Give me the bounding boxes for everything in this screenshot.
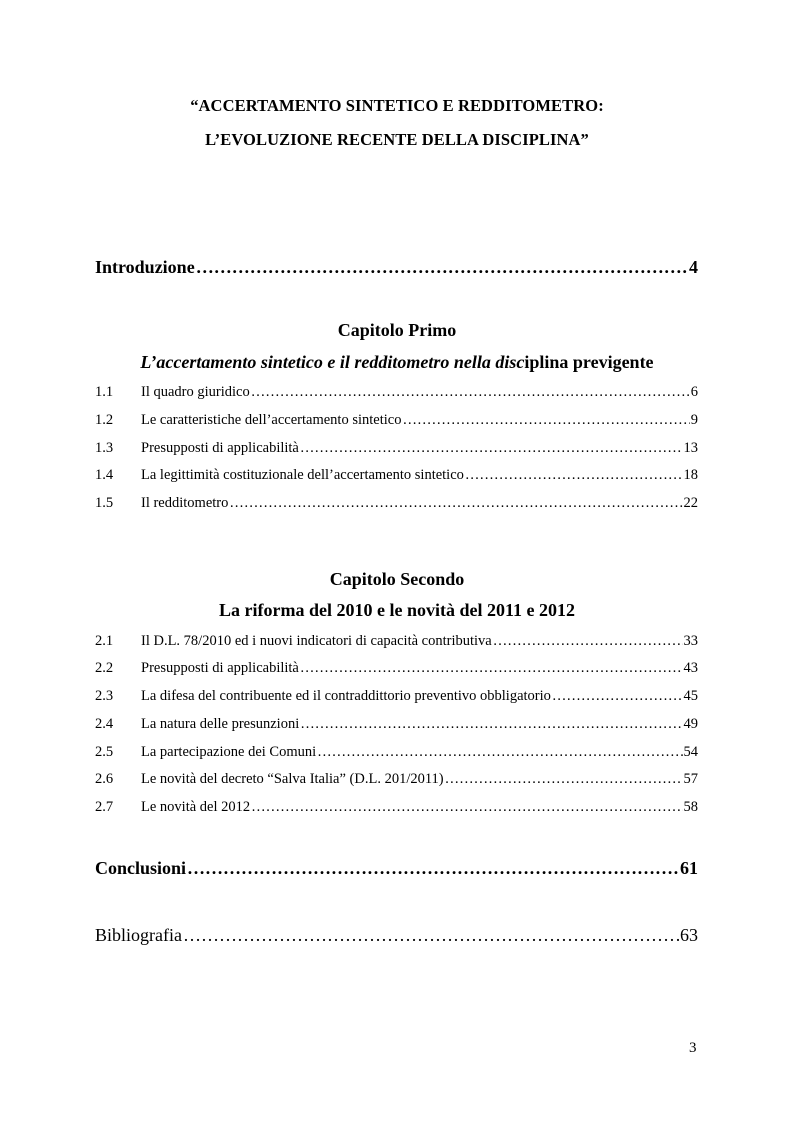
dot-leader (465, 467, 683, 484)
dot-leader (300, 440, 683, 457)
toc-item-title: La legittimità costituzionale dell’accertamento sintetico (141, 467, 464, 483)
toc-item-title: La difesa del contribuente ed il contraddittorio preventivo obbligatorio (141, 688, 551, 704)
toc-item-page: 6 (690, 384, 698, 400)
dot-leader (552, 688, 683, 705)
toc-item-title: Il redditometro (141, 495, 229, 511)
toc-item-title: Le novità del 2012 (141, 799, 251, 815)
toc-item-page: 57 (683, 771, 698, 787)
dot-leader (445, 771, 683, 788)
dot-leader (187, 858, 679, 879)
toc-entry-introduction[interactable] (95, 257, 698, 278)
toc-item-number: 1.4 (95, 467, 114, 483)
toc-item-2-6[interactable] (95, 771, 698, 791)
toc-item-number: 2.7 (95, 799, 114, 815)
chapter-1-subtitle-italic: L’accertamento sintetico e il redditometro nella disc (140, 352, 525, 372)
toc-item-1-3[interactable] (95, 440, 698, 460)
toc-item-2-4[interactable] (95, 716, 698, 736)
document-title-line-2: L’EVOLUZIONE RECENTE DELLA DISCIPLINA” (205, 130, 589, 149)
toc-entry-page: 63 (680, 925, 698, 945)
chapter-2-heading: Capitolo Secondo (329, 569, 465, 589)
toc-item-2-3[interactable] (95, 688, 698, 708)
toc-item-number: 2.3 (95, 688, 114, 704)
dot-leader (196, 257, 688, 278)
toc-item-title: La natura delle presunzioni (141, 716, 300, 732)
toc-entry-label: Bibliografia (95, 925, 182, 945)
toc-item-page: 49 (683, 716, 698, 732)
chapter-1-heading: Capitolo Primo (337, 320, 457, 340)
document-title-line-1: “ACCERTAMENTO SINTETICO E REDDITOMETRO: (190, 96, 604, 115)
toc-item-number: 1.3 (95, 440, 114, 456)
toc-item-1-2[interactable] (95, 412, 698, 432)
toc-item-page: 54 (683, 744, 698, 760)
toc-entry-page: 61 (680, 858, 698, 878)
toc-item-2-7[interactable] (95, 799, 698, 819)
toc-item-page: 13 (683, 440, 698, 456)
chapter-1-subtitle (0, 352, 794, 373)
dot-leader (251, 384, 690, 401)
dot-leader (300, 660, 683, 677)
toc-entry-label: Conclusioni (95, 858, 187, 878)
dot-leader (402, 412, 689, 429)
toc-item-page: 58 (683, 799, 698, 815)
toc-item-page: 33 (683, 633, 698, 649)
dot-leader (229, 495, 682, 512)
toc-item-title: Il D.L. 78/2010 ed i nuovi indicatori di capacità contributiva (141, 633, 492, 649)
toc-item-number: 2.6 (95, 771, 114, 787)
toc-item-number: 2.4 (95, 716, 114, 732)
toc-item-number: 2.1 (95, 633, 114, 649)
toc-item-title: Il quadro giuridico (141, 384, 250, 400)
toc-item-title: Presupposti di applicabilità (141, 440, 299, 456)
toc-item-title: Le novità del decreto “Salva Italia” (D.L. 201/2011) (141, 771, 444, 787)
chapter-2-subtitle: La riforma del 2010 e le novità del 2011 e 2012 (219, 600, 575, 620)
chapter-1-subtitle-rest: iplina previgente (524, 352, 654, 372)
page-number: 3 (689, 1040, 697, 1056)
toc-entry-label: Introduzione (95, 257, 195, 277)
toc-item-1-4[interactable] (95, 467, 698, 487)
toc-item-page: 9 (690, 412, 698, 428)
dot-leader (251, 799, 682, 816)
dot-leader (183, 925, 679, 946)
toc-item-2-5[interactable] (95, 744, 698, 764)
toc-item-1-1[interactable] (95, 384, 698, 404)
toc-item-page: 43 (683, 660, 698, 676)
toc-entry-conclusions[interactable] (95, 858, 698, 879)
toc-item-number: 2.5 (95, 744, 114, 760)
dot-leader (317, 744, 682, 761)
toc-item-2-1[interactable] (95, 633, 698, 653)
toc-entry-page: 4 (689, 257, 698, 277)
toc-item-1-5[interactable] (95, 495, 698, 515)
toc-item-number: 1.2 (95, 412, 114, 428)
toc-item-number: 1.5 (95, 495, 114, 511)
toc-item-2-2[interactable] (95, 660, 698, 680)
toc-item-title: La partecipazione dei Comuni (141, 744, 317, 760)
toc-item-title: Le caratteristiche dell’accertamento sintetico (141, 412, 402, 428)
dot-leader (493, 633, 683, 650)
toc-item-page: 22 (683, 495, 698, 511)
dot-leader (300, 716, 682, 733)
toc-entry-bibliography[interactable] (95, 925, 698, 946)
toc-item-page: 18 (683, 467, 698, 483)
toc-item-title: Presupposti di applicabilità (141, 660, 299, 676)
toc-item-page: 45 (683, 688, 698, 704)
toc-item-number: 2.2 (95, 660, 114, 676)
toc-item-number: 1.1 (95, 384, 114, 400)
